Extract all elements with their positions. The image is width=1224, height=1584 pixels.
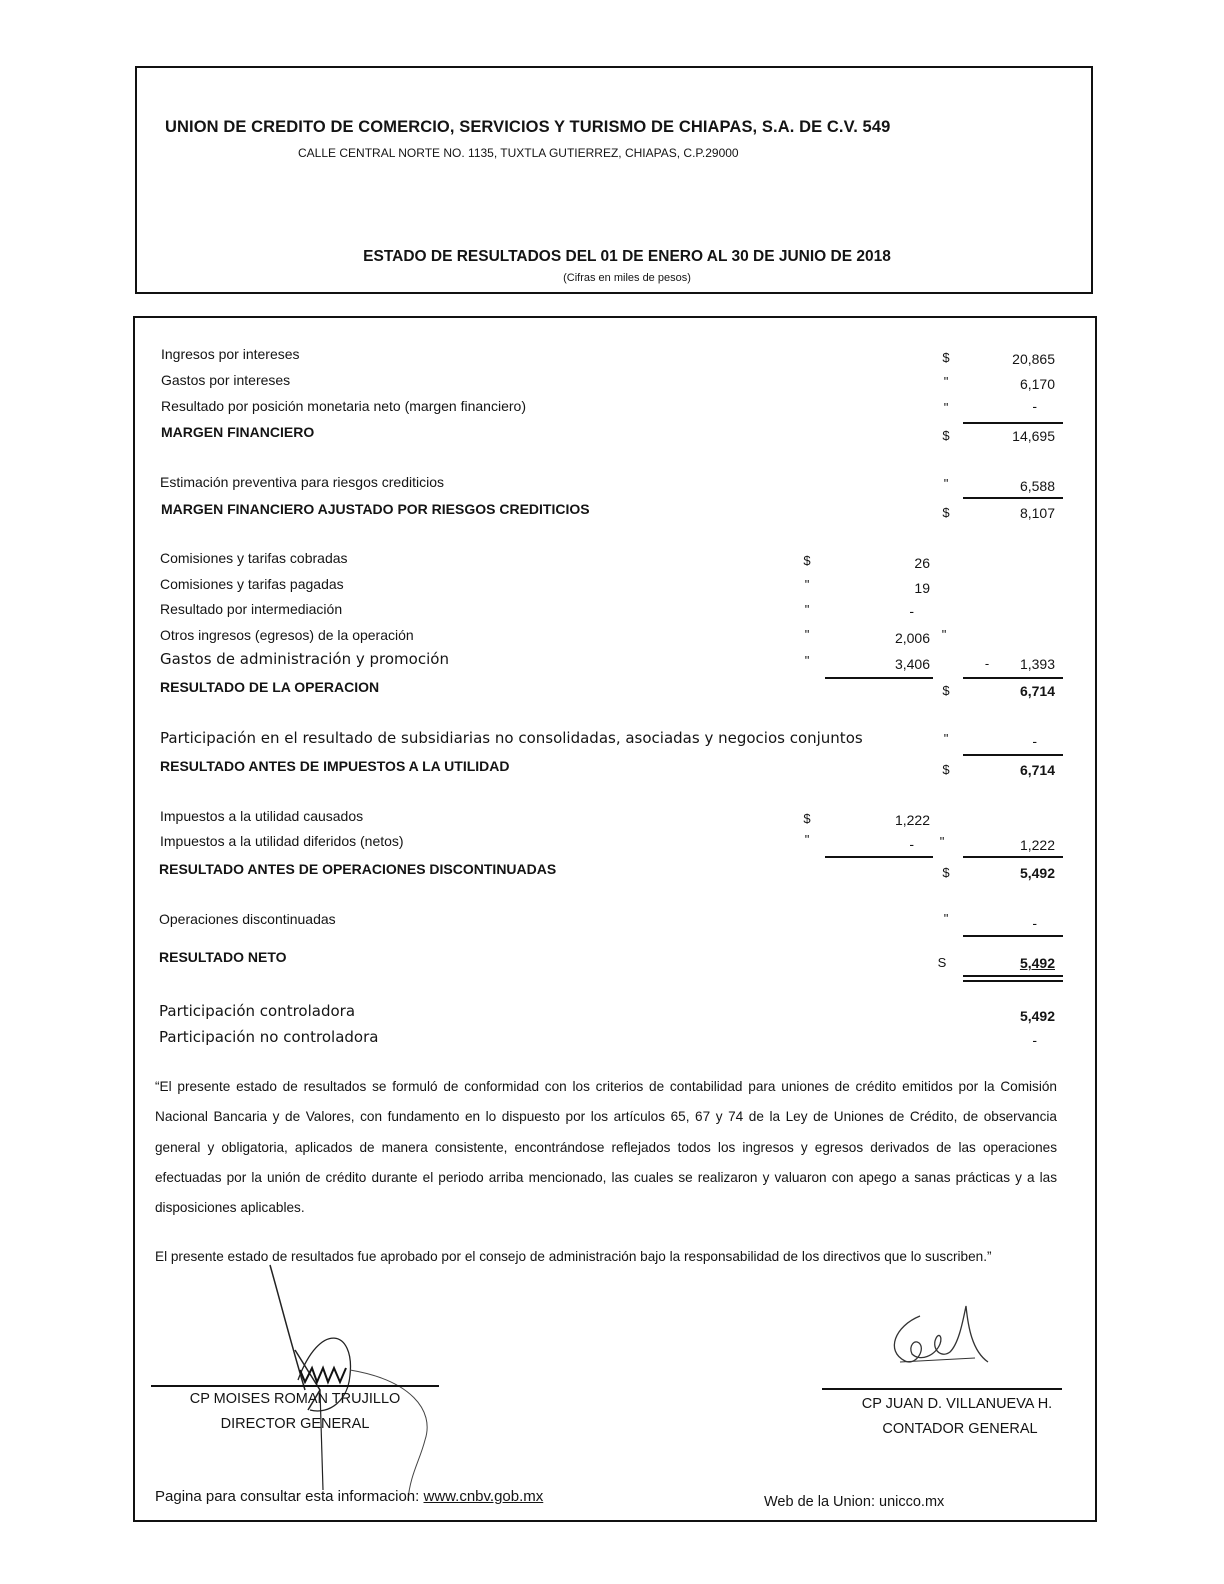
accountant-signature	[880, 1296, 1000, 1376]
row-label: Resultado por intermediación	[160, 601, 343, 617]
row-amount: 6,714	[1019, 762, 1055, 778]
total-double-rule	[963, 980, 1063, 982]
row-amount: 5,492	[1019, 955, 1055, 971]
org-name: UNION DE CREDITO DE COMERCIO, SERVICIOS Y TURISMO DE CHIAPAS, S.A. DE C.V. 549	[165, 118, 891, 136]
row-label: Impuestos a la utilidad diferidos (netos)	[160, 833, 404, 849]
row-symbol: $	[942, 428, 950, 443]
row-label: RESULTADO ANTES DE OPERACIONES DISCONTINUADAS	[159, 861, 557, 877]
row-symbol: $	[942, 350, 950, 365]
row-symbol: "	[804, 653, 810, 668]
row-symbol: $	[942, 505, 950, 520]
statement-title: ESTADO DE RESULTADOS DEL 01 DE ENERO AL 30 DE JUNIO DE 2018	[363, 248, 891, 265]
director-name: CP MOISES ROMAN TRUJILLO	[189, 1391, 401, 1407]
row-amount: -	[1032, 733, 1037, 749]
subtotal-rule	[825, 856, 933, 858]
row-amount: -	[1032, 398, 1037, 414]
director-title: DIRECTOR GENERAL	[220, 1416, 370, 1432]
row-label: Resultado por posición monetaria neto (margen financiero)	[161, 398, 526, 414]
row-symbol: "	[943, 400, 949, 415]
row-amount: 5,492	[1019, 865, 1055, 881]
row-label: Ingresos por intereses	[161, 346, 300, 362]
row-label: Impuestos a la utilidad causados	[160, 808, 364, 824]
row-amount: -	[1032, 1032, 1037, 1048]
statement-subtitle: (Cifras en miles de pesos)	[563, 272, 691, 284]
subtotal-rule	[825, 677, 933, 679]
row-symbol: $	[942, 865, 950, 880]
subtotal-rule	[963, 856, 1063, 858]
row-symbol: "	[804, 577, 810, 592]
row-symbol: S	[937, 955, 947, 970]
row-amount-2: 1,393	[1019, 656, 1055, 672]
union-web-info	[764, 1494, 944, 1510]
row-amount: 20,865	[1012, 351, 1055, 367]
row-symbol: $	[803, 553, 811, 568]
row-symbol-2: "	[941, 627, 947, 642]
accountant-title: CONTADOR GENERAL	[882, 1421, 1038, 1437]
row-amount: -	[909, 603, 914, 619]
row-amount: 1,222	[894, 812, 930, 828]
row-amount-2: 1,222	[1019, 837, 1055, 853]
row-label: Participación no controladora	[159, 1028, 379, 1046]
row-symbol: $	[942, 683, 950, 698]
row-symbol: $	[803, 811, 811, 826]
row-amount: 26	[914, 555, 930, 571]
legal-note-paragraph: “El presente estado de resultados se formuló de conformidad con los criterios de contabilidad para uniones de crédito emitidos por la Comisión Nacional Bancaria y de Valores, con fundamento en lo dispuesto por los artículos 65, 67 y 74 de la Ley de Uniones de Crédito, de observancia general y obligatoria, aplicados de manera consistente, encontrándose reflejados todos los ingresos y egresos derivados de las operaciones efectuadas por la unión de crédito durante el periodo arriba mencionado, las cuales se realizaron y valuaron con apego a sanas prácticas y a las disposiciones aplicables.	[155, 1079, 1057, 1216]
subtotal-rule	[963, 497, 1063, 499]
web-label: Web de la Union:	[764, 1494, 875, 1510]
union-web-link[interactable]: unicco.mx	[879, 1494, 945, 1510]
org-address: CALLE CENTRAL NORTE NO. 1135, TUXTLA GUTIERREZ, CHIAPAS, C.P.29000	[298, 146, 739, 160]
row-label: Gastos de administración y promoción	[160, 650, 449, 668]
row-label: Participación controladora	[159, 1002, 356, 1020]
row-symbol: "	[943, 374, 949, 389]
row-label: Comisiones y tarifas cobradas	[160, 550, 348, 566]
row-amount: 14,695	[1012, 428, 1055, 444]
row-amount: 5,492	[1019, 1008, 1055, 1024]
row-label: Otros ingresos (egresos) de la operación	[160, 627, 414, 643]
accountant-name: CP JUAN D. VILLANUEVA H.	[861, 1396, 1053, 1412]
consult-label: Pagina para consultar esta informacion:	[155, 1488, 420, 1505]
subtotal-rule	[963, 935, 1063, 937]
row-label: Participación en el resultado de subsidiarias no consolidadas, asociadas y negocios conjuntos	[160, 729, 863, 747]
cnbv-link[interactable]: www.cnbv.gob.mx	[423, 1488, 544, 1505]
row-symbol: "	[804, 627, 810, 642]
signature-line-right	[822, 1388, 1062, 1390]
row-symbol: "	[943, 476, 949, 491]
total-double-rule	[963, 975, 1063, 977]
row-symbol: $	[942, 762, 950, 777]
subtotal-rule	[963, 422, 1063, 424]
row-amount: 8,107	[1019, 505, 1055, 521]
row-symbol: "	[804, 602, 810, 617]
row-amount: -	[909, 836, 914, 852]
row-label: Comisiones y tarifas pagadas	[160, 576, 344, 592]
subtotal-rule	[963, 754, 1063, 756]
subtotal-rule	[963, 677, 1063, 679]
approval-note-paragraph: El presente estado de resultados fue aprobado por el consejo de administración bajo la responsabilidad de los directivos que lo suscriben.”	[155, 1249, 992, 1264]
row-label: Estimación preventiva para riesgos crediticios	[160, 474, 445, 490]
row-symbol: "	[804, 832, 810, 847]
row-label: MARGEN FINANCIERO AJUSTADO POR RIESGOS CREDITICIOS	[161, 501, 590, 517]
row-amount: 2,006	[894, 630, 930, 646]
row-amount: 3,406	[894, 656, 930, 672]
row-amount: -	[1032, 915, 1037, 931]
row-amount: 19	[914, 580, 930, 596]
consult-info	[155, 1488, 543, 1505]
row-label: Operaciones discontinuadas	[159, 911, 336, 927]
row-label: RESULTADO NETO	[159, 949, 287, 965]
row-amount: 6,170	[1019, 376, 1055, 392]
row-label: MARGEN FINANCIERO	[161, 424, 315, 440]
row-symbol: "	[943, 911, 949, 926]
row-label: RESULTADO DE LA OPERACION	[160, 679, 380, 695]
row-label: RESULTADO ANTES DE IMPUESTOS A LA UTILIDAD	[160, 758, 510, 774]
row-symbol-2: -	[984, 656, 990, 671]
row-symbol: "	[943, 731, 949, 746]
row-amount: 6,714	[1019, 683, 1055, 699]
row-symbol-2: "	[939, 834, 945, 849]
row-label: Gastos por intereses	[161, 372, 291, 388]
director-signature	[260, 1260, 460, 1560]
signature-line-left	[151, 1385, 439, 1387]
row-amount: 6,588	[1019, 478, 1055, 494]
